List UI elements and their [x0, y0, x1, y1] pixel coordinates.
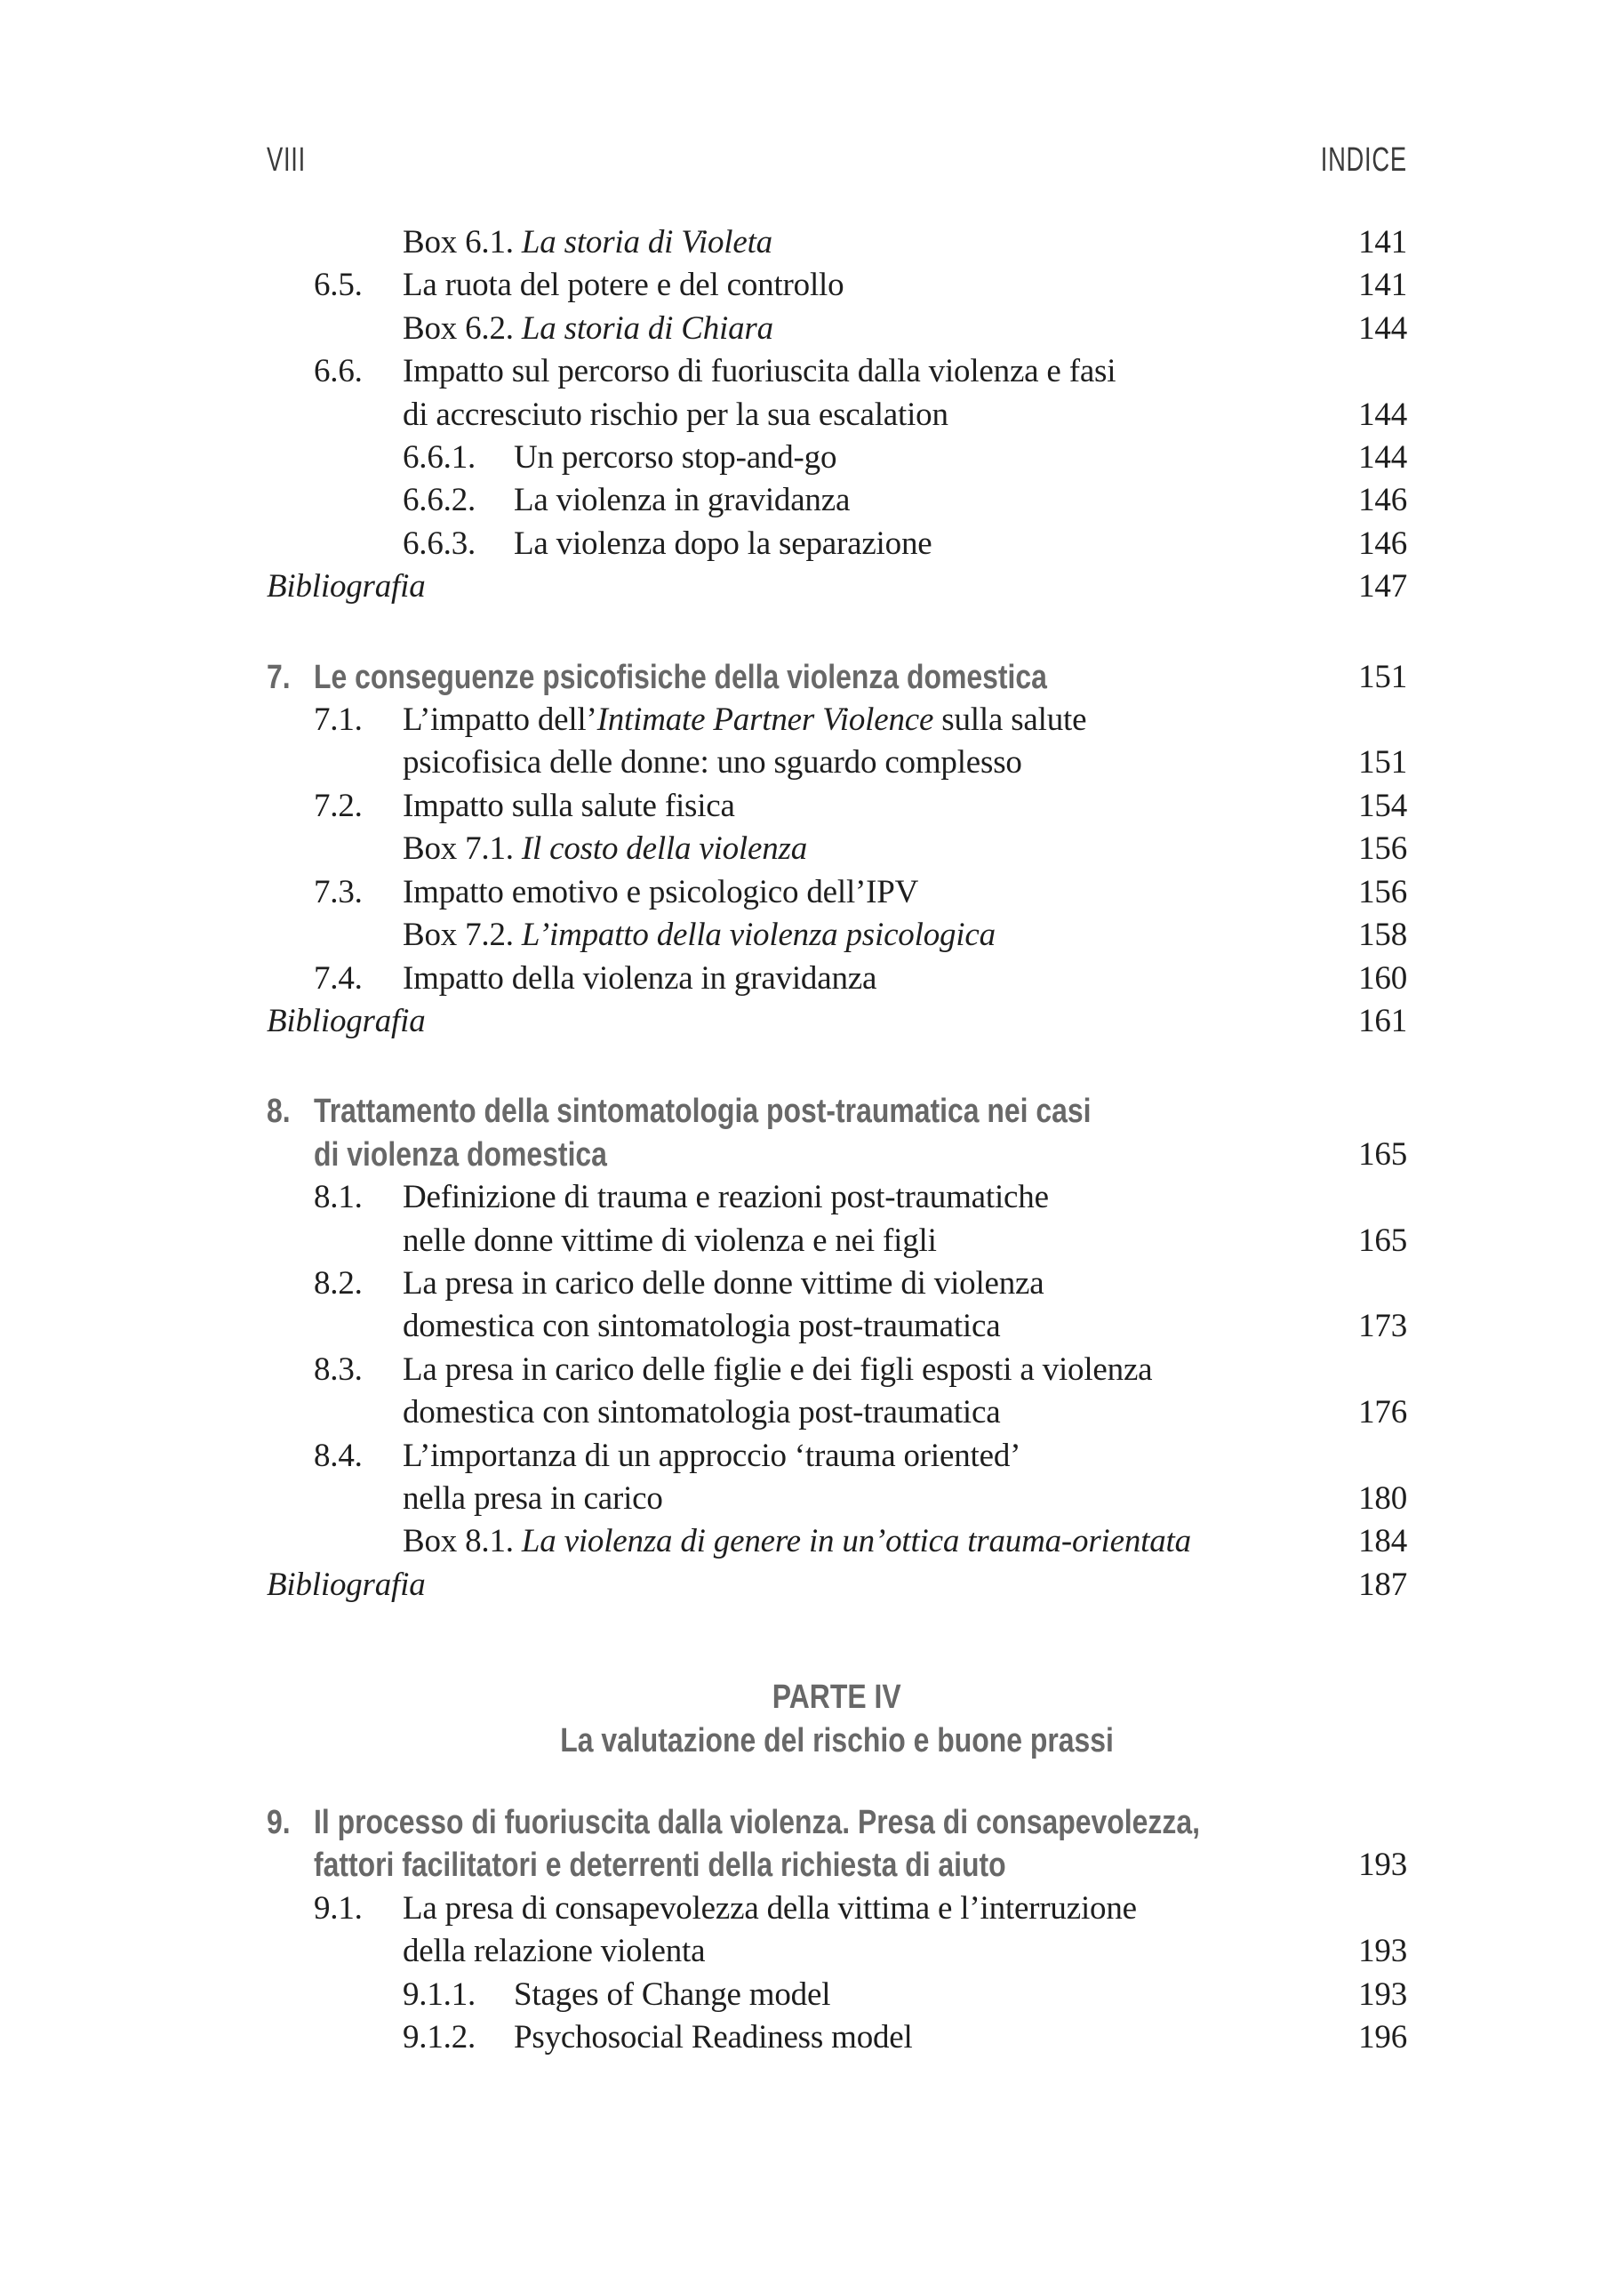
entry-page-number: 141 — [1358, 267, 1407, 304]
toc-entry — [314, 871, 1407, 914]
entry-text: Psychosocial Readiness model — [514, 2019, 913, 2056]
toc-entry — [403, 437, 1407, 479]
entry-title-line — [267, 1564, 1327, 1607]
entry-title — [314, 1090, 1327, 1176]
entry-page-number: 151 — [1358, 744, 1407, 781]
entry-text: di accresciuto rischio per la sua escalation — [403, 396, 948, 433]
entry-title — [514, 1974, 1327, 2016]
entry-title — [403, 1520, 1327, 1563]
entry-page-number: 156 — [1358, 873, 1407, 910]
part-heading — [267, 1676, 1407, 1762]
entry-text: Stages of Change model — [514, 1975, 831, 2013]
entry-title — [314, 656, 1327, 699]
entry-text: sulla salute — [933, 701, 1087, 739]
entry-title-line — [314, 656, 1327, 699]
entry-title — [403, 958, 1327, 1000]
toc-entry — [314, 1435, 1407, 1521]
entry-title — [267, 565, 1327, 608]
entry-title-line — [403, 1305, 1327, 1348]
entry-title — [403, 1349, 1327, 1435]
page-folio: VIII — [267, 141, 306, 179]
entry-text: Box 6.1. — [403, 224, 522, 260]
entry-text: Box 6.2. — [403, 309, 522, 347]
toc-entry — [267, 1090, 1407, 1176]
entry-number: 7.3. — [314, 873, 363, 910]
entry-text: La presa in carico delle donne vittime di violenza — [403, 1264, 1044, 1302]
entry-title-line — [403, 828, 1327, 870]
entry-text: della relazione violenta — [403, 1933, 706, 1970]
entry-text-italic: La storia di Chiara — [521, 309, 773, 347]
entry-page-number: 147 — [1358, 568, 1407, 605]
toc-list — [267, 221, 1407, 2059]
entry-page-number: 176 — [1358, 1394, 1407, 1431]
entry-text: Impatto emotivo e psicologico dell’IPV — [403, 873, 919, 910]
entry-page-number: 141 — [1358, 224, 1407, 260]
entry-page-number: 187 — [1358, 1566, 1407, 1603]
entry-title-line — [403, 1930, 1327, 1973]
entry-title — [403, 1435, 1327, 1521]
entry-text: L’impatto dell’ — [403, 701, 597, 739]
entry-title-line — [267, 565, 1327, 608]
toc-entry — [267, 656, 1407, 699]
entry-text: psicofisica delle donne: uno sguardo complesso — [403, 744, 1022, 781]
running-header — [267, 142, 1407, 178]
entry-text: La presa di consapevolezza della vittima e l’interruzione — [403, 1889, 1137, 1927]
entry-page-number: 173 — [1358, 1308, 1407, 1345]
toc-entry — [403, 1520, 1407, 1563]
entry-text: Il processo di fuoriuscita dalla violenza. Presa di consapevolezza, — [314, 1804, 1200, 1841]
entry-text: nelle donne vittime di violenza e nei figli — [403, 1222, 937, 1259]
entry-title-line — [403, 1391, 1327, 1434]
entry-title-line — [403, 1349, 1327, 1391]
entry-text: La valutazione del rischio e buone prassi — [560, 1721, 1114, 1759]
entry-title-line — [403, 741, 1327, 784]
entry-page-number: 196 — [1358, 2019, 1407, 2056]
entry-text: La ruota del potere e del controllo — [403, 267, 844, 304]
entry-page-number: 156 — [1358, 830, 1407, 868]
entry-text-italic: La violenza di genere in un’ottica trauma-orientata — [521, 1523, 1191, 1560]
entry-page-number: 144 — [1358, 439, 1407, 477]
entry-text: Trattamento della sintomatologia post-traumatica nei casi — [314, 1093, 1092, 1131]
toc-entry — [314, 1176, 1407, 1262]
toc-entry — [314, 699, 1407, 785]
entry-text-italic: Il costo della violenza — [521, 830, 808, 868]
entry-title-line — [314, 1090, 1327, 1133]
entry-title-line — [403, 1176, 1327, 1219]
entry-number: 8. — [267, 1093, 291, 1131]
toc-entry — [267, 1801, 1407, 1887]
entry-title — [403, 350, 1327, 437]
entry-page-number: 151 — [1358, 658, 1407, 695]
entry-title — [403, 1262, 1327, 1349]
entry-number: 7.4. — [314, 959, 363, 997]
entry-text-italic: La storia di Violeta — [521, 224, 772, 260]
entry-number: 9.1.2. — [403, 2019, 476, 2056]
toc-entry — [403, 308, 1407, 350]
entry-title-line — [403, 785, 1327, 828]
entry-number: 8.4. — [314, 1437, 363, 1474]
entry-text: Bibliografia — [267, 1002, 426, 1039]
entry-title — [514, 437, 1327, 479]
entry-number: 8.1. — [314, 1179, 363, 1216]
entry-text: Bibliografia — [267, 1566, 426, 1603]
entry-text-italic: L’impatto della violenza psicologica — [521, 917, 996, 954]
entry-title-line — [514, 479, 1327, 522]
entry-text: Box 7.2. — [403, 917, 522, 954]
entry-number: 7.1. — [314, 701, 363, 739]
entry-text: domestica con sintomatologia post-traumatica — [403, 1308, 1001, 1345]
entry-title-line — [514, 1974, 1327, 2016]
part-heading-line — [267, 1676, 1407, 1719]
part-heading-line — [267, 1719, 1407, 1762]
entry-title-line — [403, 1478, 1327, 1520]
entry-text: Un percorso stop-and-go — [514, 439, 837, 477]
entry-title-line — [403, 1435, 1327, 1478]
entry-page-number: 180 — [1358, 1479, 1407, 1517]
entry-text: Le conseguenze psicofisiche della violenza domestica — [314, 658, 1047, 696]
toc-entry — [403, 523, 1407, 565]
entry-text: Impatto sul percorso di fuoriuscita dalla violenza e fasi — [403, 353, 1116, 390]
entry-text: La violenza dopo la separazione — [514, 525, 932, 562]
entry-title — [403, 914, 1327, 957]
entry-title-line — [403, 1887, 1327, 1930]
toc-entry — [403, 914, 1407, 957]
toc-entry — [403, 1974, 1407, 2016]
entry-title — [403, 221, 1327, 264]
entry-text: di violenza domestica — [314, 1135, 607, 1174]
entry-text: La presa in carico delle figlie e dei figli esposti a violenza — [403, 1350, 1153, 1388]
entry-text: domestica con sintomatologia post-traumatica — [403, 1394, 1001, 1431]
entry-page-number: 144 — [1358, 396, 1407, 433]
entry-text: Impatto della violenza in gravidanza — [403, 959, 877, 997]
toc-entry — [267, 565, 1407, 608]
entry-number: 6.6.1. — [403, 439, 476, 477]
entry-number: 8.2. — [314, 1264, 363, 1302]
entry-page-number: 184 — [1358, 1523, 1407, 1560]
entry-text: Definizione di trauma e reazioni post-traumatiche — [403, 1179, 1049, 1216]
entry-page-number: 165 — [1358, 1222, 1407, 1259]
entry-title — [267, 1564, 1327, 1607]
entry-title-line — [403, 308, 1327, 350]
entry-title — [403, 828, 1327, 870]
entry-text: Bibliografia — [267, 568, 426, 605]
entry-text: La violenza in gravidanza — [514, 482, 851, 519]
toc-entry — [314, 1349, 1407, 1435]
entry-page-number: 193 — [1358, 1847, 1407, 1884]
toc-entry — [314, 785, 1407, 828]
toc-entry — [403, 828, 1407, 870]
entry-number: 6.6. — [314, 353, 363, 390]
toc-entry — [403, 221, 1407, 264]
entry-title — [514, 523, 1327, 565]
entry-title-line — [314, 1134, 1327, 1176]
toc-entry — [267, 1000, 1407, 1043]
entry-title — [403, 785, 1327, 828]
entry-text: Box 8.1. — [403, 1523, 522, 1560]
entry-page-number: 154 — [1358, 787, 1407, 824]
entry-title-line — [403, 914, 1327, 957]
entry-title-line — [403, 394, 1327, 437]
entry-title — [514, 479, 1327, 522]
toc-entry — [314, 1887, 1407, 1974]
toc-entry — [314, 958, 1407, 1000]
entry-number: 9. — [267, 1804, 291, 1841]
toc-entry — [314, 1262, 1407, 1349]
entry-title — [403, 264, 1327, 307]
entry-title-line — [403, 699, 1327, 741]
entry-text: fattori facilitatori e deterrenti della richiesta di aiuto — [314, 1847, 1006, 1885]
entry-title-line — [403, 958, 1327, 1000]
entry-number: 6.5. — [314, 267, 363, 304]
entry-title-line — [403, 350, 1327, 393]
entry-page-number: 144 — [1358, 309, 1407, 347]
entry-text: Impatto sulla salute fisica — [403, 787, 735, 824]
running-title: INDICE — [1320, 141, 1407, 179]
entry-number: 6.6.2. — [403, 482, 476, 519]
entry-title — [403, 1887, 1327, 1974]
entry-title-line — [514, 523, 1327, 565]
entry-number: 6.6.3. — [403, 525, 476, 562]
entry-page-number: 161 — [1358, 1002, 1407, 1039]
entry-number: 9.1. — [314, 1889, 363, 1927]
entry-number: 9.1.1. — [403, 1975, 476, 2013]
entry-number: 7. — [267, 658, 291, 696]
toc-entry — [314, 350, 1407, 437]
entry-title-line — [403, 221, 1327, 264]
entry-page-number: 146 — [1358, 482, 1407, 519]
entry-page-number: 160 — [1358, 959, 1407, 997]
toc-entry — [267, 1564, 1407, 1607]
entry-title-line — [403, 871, 1327, 914]
entry-title — [403, 308, 1327, 350]
entry-page-number: 193 — [1358, 1933, 1407, 1970]
entry-title-line — [514, 2016, 1327, 2059]
toc-entry — [403, 479, 1407, 522]
entry-title — [314, 1801, 1327, 1887]
entry-title-line — [314, 1844, 1327, 1887]
entry-text: Box 7.1. — [403, 830, 522, 868]
entry-title-line — [403, 1262, 1327, 1305]
entry-number: 8.3. — [314, 1350, 363, 1388]
entry-title — [403, 699, 1327, 785]
entry-text-italic: Intimate Partner Violence — [596, 701, 934, 739]
entry-text: nella presa in carico — [403, 1479, 663, 1517]
entry-text: L’importanza di un approccio ‘trauma oriented’ — [403, 1437, 1021, 1474]
entry-title-line — [403, 264, 1327, 307]
entry-page-number: 165 — [1358, 1135, 1407, 1173]
entry-title — [267, 1000, 1327, 1043]
entry-title-line — [403, 1520, 1327, 1563]
entry-title — [514, 2016, 1327, 2059]
entry-page-number: 146 — [1358, 525, 1407, 562]
entry-page-number: 193 — [1358, 1975, 1407, 2013]
entry-number: 7.2. — [314, 787, 363, 824]
entry-title-line — [267, 1000, 1327, 1043]
entry-title-line — [403, 1220, 1327, 1262]
entry-title-line — [314, 1801, 1327, 1844]
toc-entry — [403, 2016, 1407, 2059]
entry-page-number: 158 — [1358, 917, 1407, 954]
entry-title — [403, 871, 1327, 914]
entry-title-line — [514, 437, 1327, 479]
toc-entry — [314, 264, 1407, 307]
entry-text: PARTE IV — [772, 1679, 901, 1717]
entry-title — [403, 1176, 1327, 1262]
